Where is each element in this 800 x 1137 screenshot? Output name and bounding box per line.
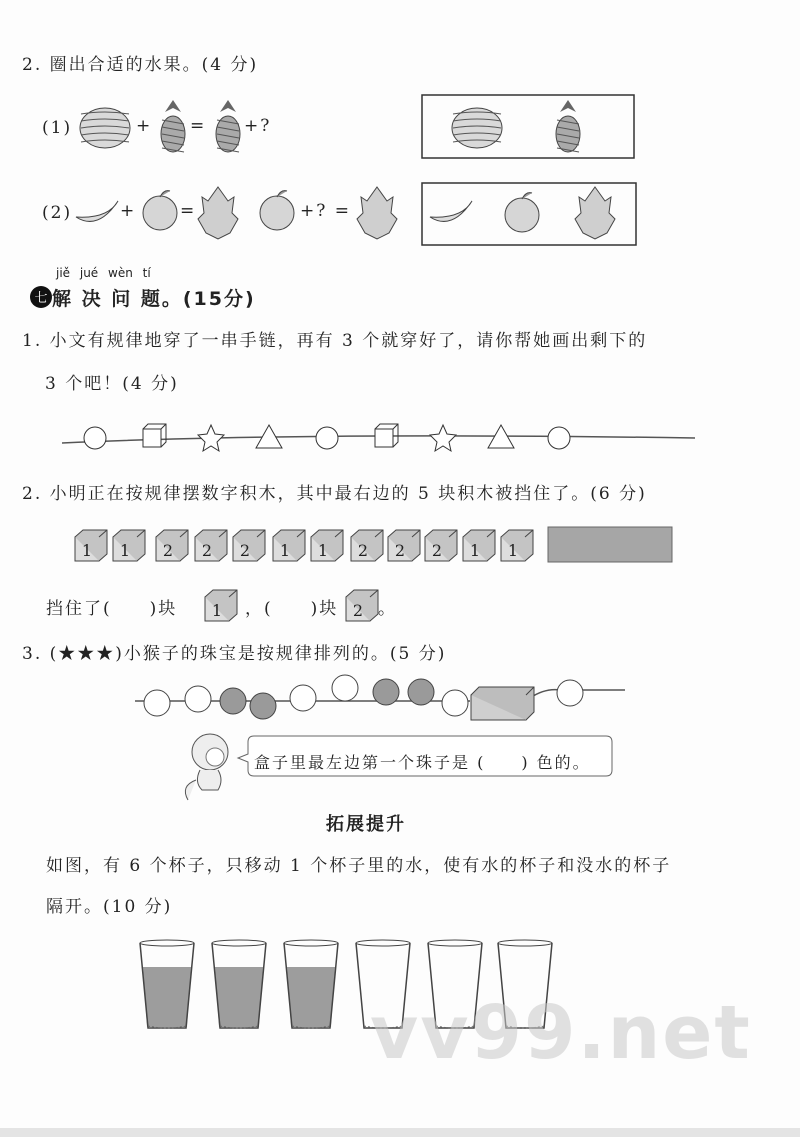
number-block xyxy=(351,530,383,561)
svg-text:1: 1 xyxy=(279,541,291,560)
bead-gray xyxy=(220,688,246,714)
extension-line2: 隔开。(10 分) xyxy=(46,897,173,917)
q2-title: 2. 小明正在按规律摆数字积木，其中最右边的 5 块积木被挡住了。(6 分) xyxy=(22,484,647,504)
watermark: vv99.net xyxy=(370,990,752,1076)
q1-line1: 1. 小文有规律地穿了一串手链，再有 3 个就穿好了，请你帮她画出剩下的 xyxy=(22,331,648,351)
dragonfruit-icon xyxy=(575,187,615,239)
apple-icon xyxy=(143,191,177,230)
number-block xyxy=(463,530,495,561)
bracelet-circle-icon xyxy=(316,427,338,449)
fruit-row2-label: (2) xyxy=(42,203,73,223)
bead-white xyxy=(290,685,316,711)
svg-text:1: 1 xyxy=(507,541,519,560)
bead-white xyxy=(144,690,170,716)
banana-icon xyxy=(430,201,472,221)
number-block xyxy=(113,530,145,561)
number-block xyxy=(233,530,265,561)
section-title: 解 决 问 题。(15分) xyxy=(52,288,256,310)
fruit-question-title: 2. 圈出合适的水果。(4 分) xyxy=(22,55,259,75)
svg-text:1: 1 xyxy=(81,541,93,560)
extension-title: 拓展提升 xyxy=(326,814,406,835)
cup-with-water xyxy=(284,940,338,1028)
svg-text:2: 2 xyxy=(431,541,443,560)
pineapple-icon xyxy=(556,100,580,152)
pineapple-icon xyxy=(216,100,240,152)
number-block xyxy=(311,530,343,561)
q1-line2: 3 个吧！(4 分) xyxy=(45,374,179,394)
covered-blocks-rect xyxy=(548,527,672,562)
svg-text:1: 1 xyxy=(317,541,329,560)
svg-text:七: 七 xyxy=(34,291,48,306)
apple-icon xyxy=(505,193,539,232)
watermelon-icon xyxy=(80,108,130,148)
plus-unknown: +? xyxy=(244,116,272,136)
cup-with-water xyxy=(140,940,194,1028)
svg-text:2: 2 xyxy=(162,541,174,560)
plus-sign: + xyxy=(136,116,153,136)
number-block xyxy=(388,530,420,561)
number-block xyxy=(501,530,533,561)
bead-white xyxy=(442,690,468,716)
bead-white xyxy=(185,686,211,712)
bracelet-star-icon xyxy=(198,425,224,451)
extension-line1: 如图，有 6 个杯子，只移动 1 个杯子里的水，使有水的杯子和没水的杯子 xyxy=(46,856,672,876)
section-number-badge xyxy=(30,286,52,308)
number-block xyxy=(75,530,107,561)
page-bottom-edge xyxy=(0,1128,800,1137)
cup-with-water xyxy=(212,940,266,1028)
svg-text:1: 1 xyxy=(469,541,481,560)
answer-block-2 xyxy=(346,590,378,621)
number-block xyxy=(273,530,305,561)
svg-text:2: 2 xyxy=(357,541,369,560)
bracelet-circle-icon xyxy=(84,427,106,449)
q2-answer-b: ，( )块 xyxy=(245,599,339,619)
equals-sign: = xyxy=(190,116,207,136)
watermelon-icon xyxy=(452,108,502,148)
apple-icon xyxy=(260,191,294,230)
pineapple-icon xyxy=(161,100,185,152)
equals-sign: = xyxy=(180,201,197,221)
svg-text:1: 1 xyxy=(119,541,131,560)
dragonfruit-icon xyxy=(357,187,397,239)
last-bead xyxy=(557,680,583,706)
svg-text:1: 1 xyxy=(211,601,223,620)
number-block xyxy=(425,530,457,561)
q2-answer-a: 挡住了( )块 xyxy=(46,599,178,619)
svg-text:2: 2 xyxy=(239,541,251,560)
banana-icon xyxy=(76,201,118,221)
q3-title: 3. (★★★)小猴子的珠宝是按规律排列的。(5 分) xyxy=(22,644,447,664)
number-block xyxy=(195,530,227,561)
bracelet-circle-icon xyxy=(548,427,570,449)
bead-box xyxy=(471,687,534,720)
bead-gray xyxy=(408,679,434,705)
dragonfruit-icon xyxy=(198,187,238,239)
answer-block-1 xyxy=(205,590,237,621)
bracelet-star-icon xyxy=(430,425,456,451)
fruit-row1-label: (1) xyxy=(42,118,73,138)
svg-text:2: 2 xyxy=(394,541,406,560)
plus-sign: + xyxy=(120,201,137,221)
monkey-icon xyxy=(185,734,228,800)
monkey-speech-text: 盒子里最左边第一个珠子是 ( ) 色的。 xyxy=(254,753,591,772)
svg-text:2: 2 xyxy=(201,541,213,560)
bead-white xyxy=(332,675,358,701)
section-pinyin: jiě jué wèn tí xyxy=(56,266,151,280)
q2-answer-end: 。 xyxy=(378,599,397,619)
bracelet-cube-icon xyxy=(143,424,166,447)
svg-text:2: 2 xyxy=(352,601,364,620)
number-block xyxy=(156,530,188,561)
plus-unknown-equals: +? = xyxy=(300,201,352,221)
bead-gray xyxy=(373,679,399,705)
bead-gray xyxy=(250,693,276,719)
